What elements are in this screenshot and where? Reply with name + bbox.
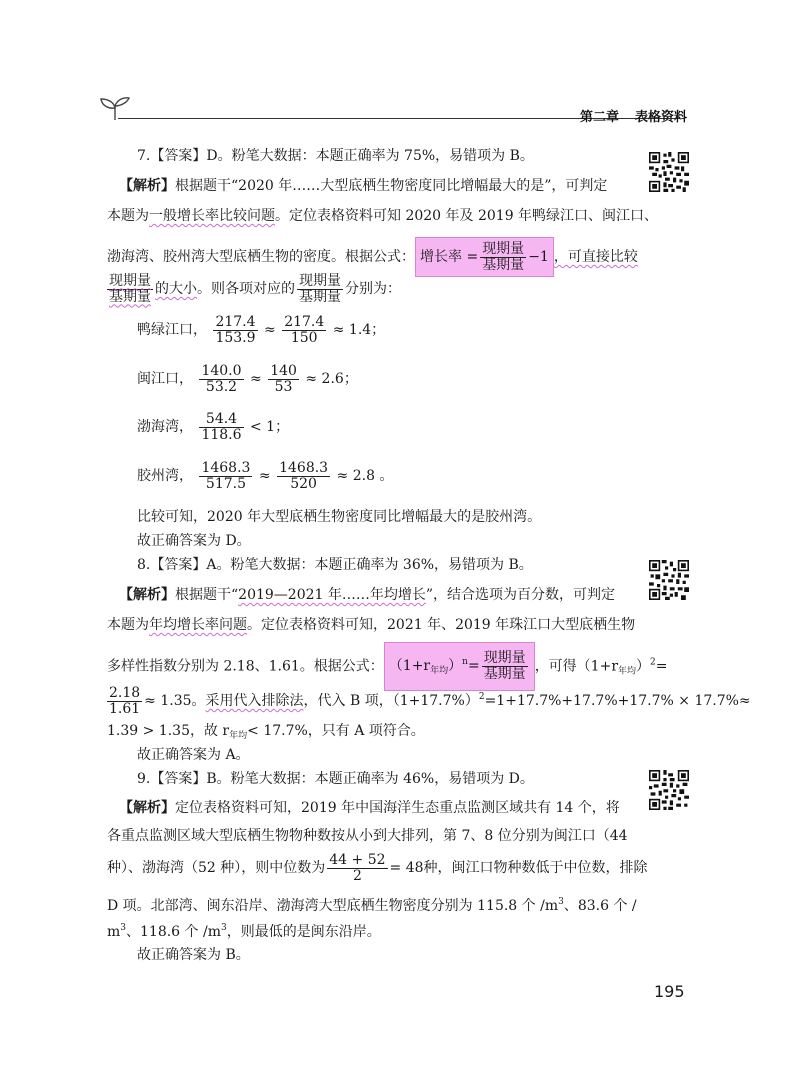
q8-text-l2a: 本题为 (107, 617, 149, 633)
q8-analysis-label: 【解析】 (119, 587, 175, 603)
q8-analysis-line2 (107, 615, 635, 635)
item-label: 鸭绿江口， (137, 322, 207, 338)
item-denominator: 53 (274, 378, 293, 395)
q8-text-l1c: ”，结合选项为百分数，可判定 (425, 587, 616, 603)
q7-analysis-line2 (107, 206, 658, 226)
q7-text-l4a: 的大小 (155, 281, 197, 297)
q8-close: ） (636, 658, 651, 675)
growth-rate-formula (415, 237, 554, 277)
q9-text-l4b: 、83.6 个 / (563, 898, 637, 914)
q8-text-l3b: ，可得（1+r (534, 658, 619, 675)
q8-key-phrase-2: 年均增长率问题 (149, 617, 247, 633)
q9-text-l3b: = 48种，闽江口物种数低于中位数，排除 (389, 860, 648, 876)
item-denominator: 153.9 (215, 329, 256, 346)
q7-text-l3a: 渤海湾、胶州湾大型底栖生物的密度。根据公式： (107, 249, 415, 265)
q7-analysis-line4 (107, 272, 401, 306)
formula-lhs: 增长率 = (420, 249, 479, 265)
ratio-numerator: 现期量 (109, 272, 151, 289)
q8-key-phrase-3: 采用代入排除法 (205, 693, 304, 709)
q7-answer-text: 7.【答案】D。粉笔大数据：本题正确率为 75%，易错项为 B。 (137, 148, 534, 164)
q8-sub: 年均 (618, 666, 637, 677)
q7-text-l4c: 分别为： (345, 281, 401, 297)
q7-item (137, 410, 289, 444)
item-numerator: 1468.3 (279, 459, 329, 476)
q9-sup-1: 3 (558, 897, 564, 907)
item-numerator: 140.0 (201, 362, 242, 379)
item-op: ≈ (250, 371, 262, 387)
q9-analysis-line3 (107, 851, 648, 885)
item-numerator: 1468.3 (201, 459, 251, 476)
q7-item (137, 313, 385, 347)
q7-ratio-fraction-2 (297, 274, 343, 305)
q9-text-l3a: 种）、渤海湾（52 种），则中位数为 (107, 860, 326, 876)
q7-answer-line (137, 146, 534, 166)
q7-key-phrase: 一般增长率比较问题 (149, 208, 275, 224)
q8-analysis-line5 (107, 721, 425, 746)
q9-denominator: 2 (352, 867, 362, 884)
item-denominator: 520 (290, 475, 317, 492)
q7-text-l2c: 。定位表格资料可知 2020 年及 2019 年鸭绿江口、闽江口、 (275, 208, 659, 224)
q9-sup-2: 3 (120, 923, 127, 933)
item-label: 胶州湾， (137, 468, 193, 484)
q9-analysis-label: 【解析】 (119, 800, 175, 816)
q8-analysis-line1 (119, 585, 615, 605)
q7-text-l1: 根据题干“2020 年……大型底栖生物密度同比增幅最大的是”，可判定 (175, 178, 608, 194)
q8-numerator: 2.18 (109, 684, 141, 701)
q8-text-l4c: ，代入 B 项，（1+17.7%） (303, 693, 479, 709)
q8-final (137, 745, 250, 765)
formula-denominator: 基期量 (483, 665, 526, 682)
q8-sup-2: 2 (478, 692, 485, 702)
q7-analysis-line1 (119, 176, 607, 196)
q8-key-phrase-1: 2019—2021 年……年均增长 (238, 587, 426, 603)
ratio-numerator: 现期量 (299, 272, 341, 289)
q9-analysis-line5 (107, 918, 381, 942)
qr-code-icon (649, 152, 689, 192)
ratio-denominator: 基期量 (299, 288, 341, 305)
q7-conclusion (137, 507, 541, 527)
item-denominator: 150 (290, 329, 318, 346)
formula-sup: n (462, 657, 468, 667)
q8-answer-line (137, 555, 533, 575)
q9-analysis-line1 (119, 798, 620, 818)
q7-analysis-line3 (107, 237, 638, 277)
chapter-header (580, 106, 687, 125)
q8-text-l5b: < 17.7%，只有 A 项符合。 (247, 723, 425, 739)
q9-text-l5b: 、118.6 个 /m (126, 924, 221, 940)
q9-text-l5a: m (107, 924, 121, 940)
q9-text-l4a: D 项。北部湾、闽东沿岸、渤海湾大型底栖生物密度分别为 115.8 个 /m (107, 898, 559, 914)
item-label: 渤海湾， (137, 419, 193, 435)
q9-text-l1: 定位表格资料可知，2019 年中国海洋生态重点监测区域共有 14 个，将 (175, 800, 620, 816)
item-result: ≈ 1.4； (332, 322, 386, 338)
formula-left: （1+r (388, 658, 431, 674)
qr-code-icon (649, 560, 689, 600)
section-label: 表格资料 (635, 110, 688, 125)
q7-final (137, 531, 251, 551)
q9-text-l5c: ，则最低的是闽东沿岸。 (226, 924, 381, 940)
q7-text-l4b: 。则各项对应的 (197, 281, 295, 297)
q8-denominator: 1.61 (109, 700, 141, 717)
q8-text-l2c: 。定位表格资料可知，2021 年、2019 年珠江口大型底栖生物 (247, 617, 636, 633)
q8-final-text: 故正确答案为 A。 (137, 747, 250, 763)
q8-eq: = (655, 658, 668, 675)
item-denominator: 517.5 (205, 475, 246, 492)
q7-conclusion-text: 比较可知，2020 年大型底栖生物密度同比增幅最大的是胶州湾。 (137, 509, 542, 525)
chapter-label: 第二章 (580, 110, 620, 125)
q9-sup-3: 3 (221, 923, 227, 933)
item-result: < 1； (250, 419, 290, 435)
item-numerator: 217.4 (284, 313, 325, 330)
q9-analysis-line2 (107, 826, 628, 846)
formula-rhs: −1 (528, 249, 549, 265)
item-result: ≈ 2.6； (305, 371, 358, 387)
formula-numerator: 现期量 (483, 649, 526, 666)
item-numerator: 140 (270, 362, 297, 379)
q9-answer-line (137, 769, 534, 789)
qr-code-icon (649, 770, 689, 810)
item-numerator: 217.4 (215, 313, 256, 330)
ratio-denominator: 基期量 (109, 288, 151, 305)
q8-text-l4a: ≈ 1.35。 (144, 693, 206, 709)
item-numerator: 54.4 (199, 412, 243, 428)
item-result: ≈ 2.8 。 (336, 468, 394, 484)
item-label: 闽江口， (137, 371, 193, 387)
formula-eq: = (467, 658, 480, 674)
q7-final-text: 故正确答案为 D。 (137, 533, 251, 549)
q8-text-l3a: 多样性指数分别为 2.18、1.61。根据公式： (107, 658, 384, 675)
item-denominator: 53.2 (205, 378, 238, 395)
q8-sub-2: 年均 (229, 731, 248, 741)
q8-text-l1a: 根据题干“ (175, 587, 239, 603)
formula-numerator: 现期量 (482, 240, 525, 257)
q7-analysis-label: 【解析】 (119, 178, 175, 194)
q7-text-l3b: ，可直接比较 (553, 249, 638, 265)
item-denominator: 118.6 (201, 426, 242, 443)
formula-close: ） (448, 658, 463, 674)
q8-sup: 2 (650, 657, 656, 668)
q7-ratio-fraction-1 (107, 274, 153, 305)
formula-denominator: 基期量 (482, 256, 525, 273)
q8-text-l5a: 1.39 > 1.35，故 r (107, 723, 230, 739)
formula-sub: 年均 (430, 666, 449, 676)
q9-text-l2: 各重点监测区域大型底栖生物物种数按从小到大排列，第 7、8 位分别为闽江口（44 (107, 828, 628, 844)
q9-numerator: 44 + 52 (329, 851, 386, 868)
item-op: ≈ (264, 322, 276, 338)
q9-answer-text: 9.【答案】B。粉笔大数据：本题正确率为 46%，易错项为 D。 (137, 771, 534, 787)
q8-text-l4d: =1+17.7%+17.7%+17.7% × 17.7%≈ (484, 693, 751, 709)
q9-final-text: 故正确答案为 B。 (137, 947, 250, 963)
q7-text-l2a: 本题为 (107, 208, 149, 224)
q8-analysis-line4 (107, 680, 751, 718)
q7-item (137, 362, 358, 396)
q7-item (137, 459, 393, 493)
item-op: ≈ (258, 468, 271, 484)
q8-answer-text: 8.【答案】A。粉笔大数据：本题正确率为 36%，易错项为 B。 (137, 557, 533, 573)
q9-final (137, 945, 250, 965)
page-number: 195 (654, 982, 685, 1001)
q9-analysis-line4 (107, 892, 637, 916)
